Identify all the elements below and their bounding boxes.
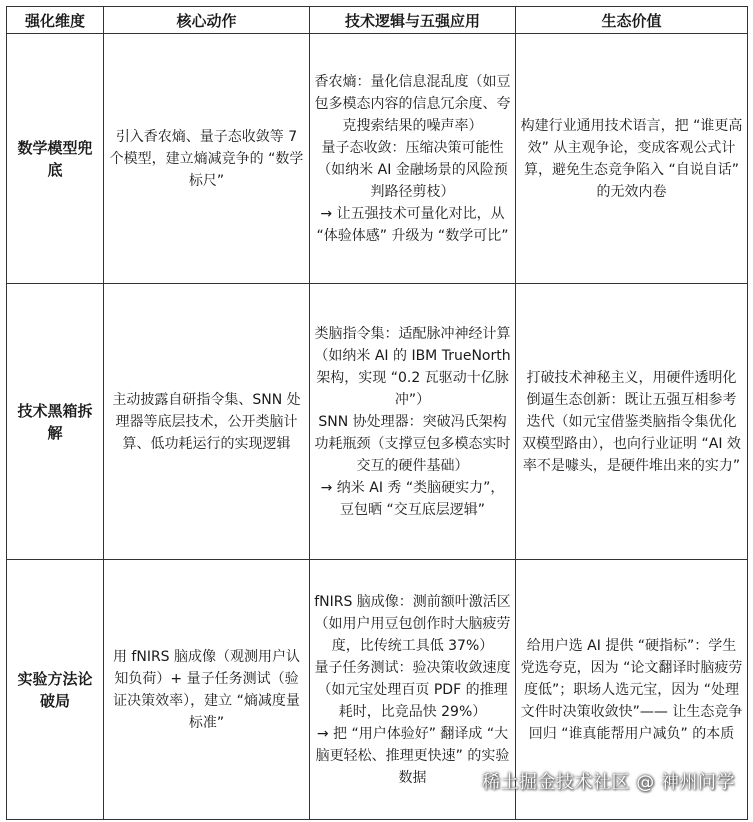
logic-item: SNN 协处理器：突破冯氏架构功耗瓶颈（支撑豆包多模态实时交互的硬件基础）	[314, 413, 511, 474]
logic-item: 量子任务测试：验决策收敛速度（如元宝处理百页 PDF 的推理耗时，比竞品快 29%）	[314, 659, 511, 720]
row-value: 打破技术神秘主义，用硬件透明化倒逼生态创新：既让五强互相参考迭代（如元宝借鉴类脑指令集优化双模型路由），也向行业证明 “AI 效率不是噱头，是硬件堆出来的实力”	[516, 284, 748, 560]
row-dimension: 实验方法论破局	[7, 560, 104, 820]
header-action: 核心动作	[104, 7, 310, 34]
logic-item: → 让五强技术可量化对比，从 “体验体感” 升级为 “数学可比”	[316, 205, 509, 244]
row-dimension: 技术黑箱拆解	[7, 284, 104, 560]
logic-item: fNIRS 脑成像：测前额叶激活区（如用户用豆包创作时大脑疲劳度，比传统工具低 37%）	[314, 593, 511, 654]
row-action: 引入香农熵、量子态收敛等 7 个模型，建立熵减竞争的 “数学标尺”	[104, 34, 310, 284]
header-value: 生态价值	[516, 7, 748, 34]
logic-item: 香农熵：量化信息混乱度（如豆包多模态内容的信息冗余度、夸克搜索结果的噪声率）	[314, 73, 511, 134]
logic-item: → 纳米 AI 秀 “类脑硬实力”，豆包晒 “交互底层逻辑”	[320, 479, 505, 518]
table-row	[7, 34, 748, 284]
header-dimension: 强化维度	[7, 7, 104, 34]
row-action: 主动披露自研指令集、SNN 处理器等底层技术，公开类脑计算、低功耗运行的实现逻辑	[104, 284, 310, 560]
row-dimension: 数学模型兜底	[7, 34, 104, 284]
logic-item: → 把 “用户体验好” 翻译成 “大脑更轻松、推理更快速” 的实验数据	[315, 725, 510, 786]
comparison-table	[6, 6, 748, 820]
row-logic	[310, 34, 516, 284]
row-value: 构建行业通用技术语言，把 “谁更高效” 从主观争论，变成客观公式计算，避免生态竞争陷入 “自说自话” 的无效内卷	[516, 34, 748, 284]
header-row	[7, 7, 748, 34]
header-logic: 技术逻辑与五强应用	[310, 7, 516, 34]
row-value: 给用户选 AI 提供 “硬指标”：学生党选夸克，因为 “论文翻译时脑疲劳度低”；职场人选元宝，因为 “处理文件时决策收敛快”—— 让生态竞争回归 “谁真能帮用户减负” 的本质	[516, 560, 748, 820]
logic-item: 类脑指令集：适配脉冲神经计算（如纳米 AI 的 IBM TrueNorth 架构，实现 “0.2 瓦驱动十亿脉冲”）	[314, 325, 511, 408]
table-row	[7, 284, 748, 560]
row-logic	[310, 284, 516, 560]
watermark: 稀土掘金技术社区 @ 神州问学	[482, 772, 735, 793]
logic-item: 量子态收敛：压缩决策可能性（如纳米 AI 金融场景的风险预判路径剪枝）	[317, 139, 508, 200]
row-action: 用 fNIRS 脑成像（观测用户认知负荷）+ 量子任务测试（验证决策效率），建立 “熵减度量标准”	[104, 560, 310, 820]
